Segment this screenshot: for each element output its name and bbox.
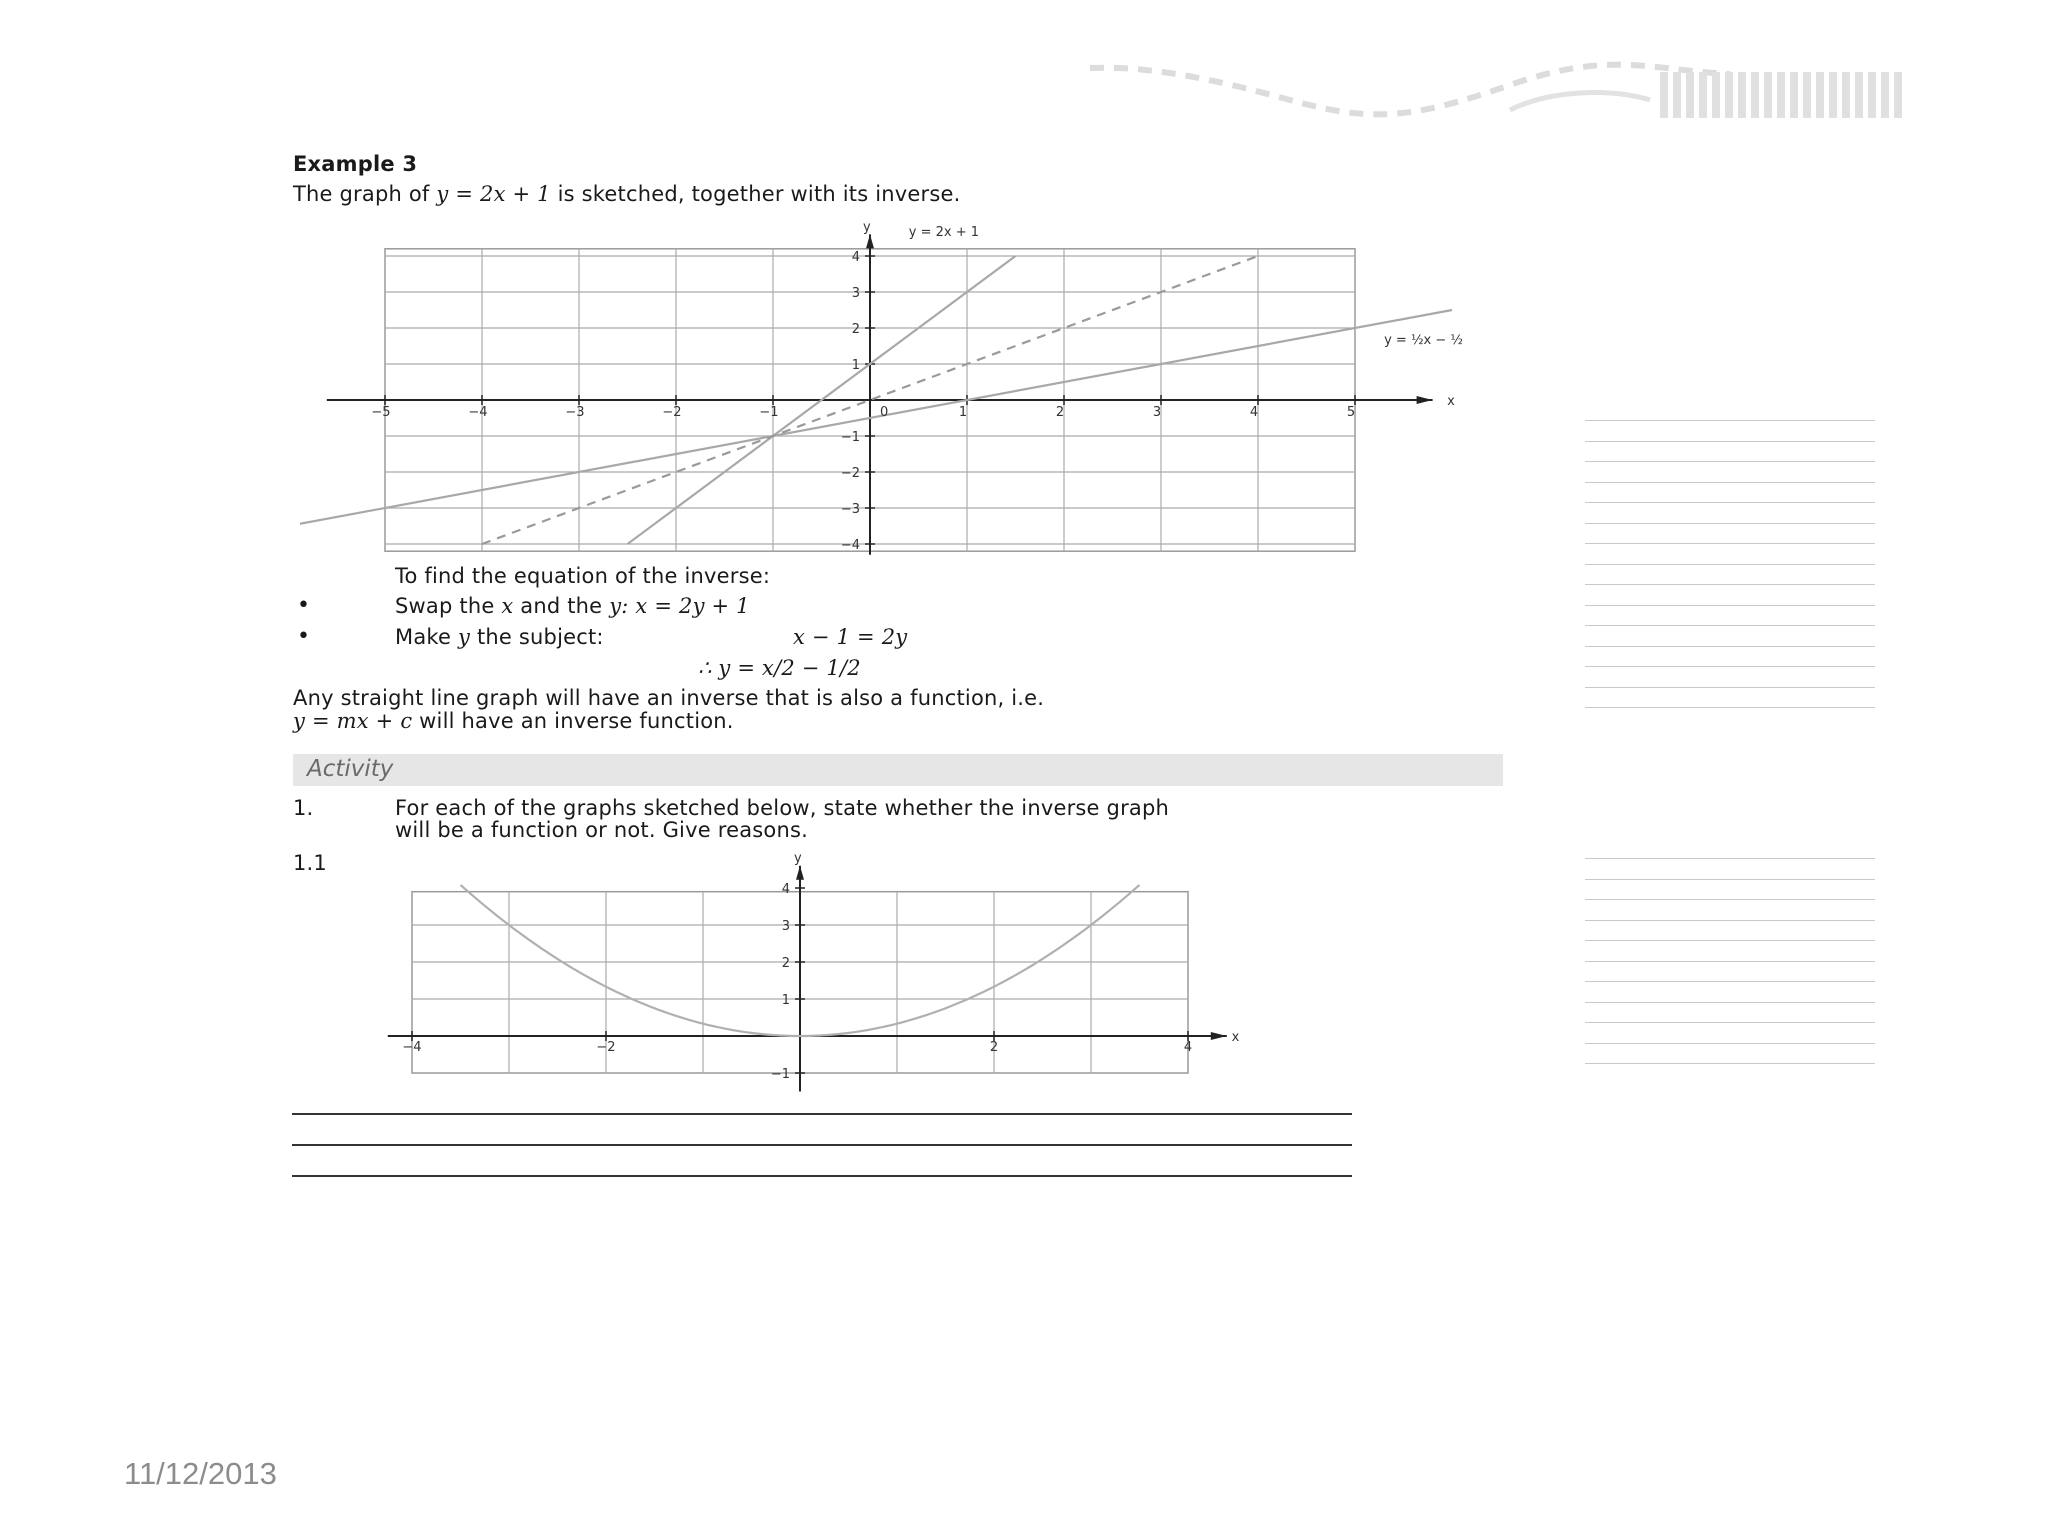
step-1 (395, 594, 750, 618)
x-tick-label: −2 (662, 405, 682, 420)
margin-ruled-line (1585, 1043, 1875, 1044)
margin-ruled-line (1585, 543, 1875, 544)
margin-ruled-line (1585, 584, 1875, 585)
note-line-2 (293, 709, 734, 733)
margin-ruled-line (1585, 461, 1875, 462)
activity-header (293, 754, 1503, 786)
x-tick-label: 5 (1346, 405, 1356, 420)
step-1-equation: : x = 2y + 1 (621, 594, 750, 618)
bullet-1: • (297, 593, 310, 618)
margin-ruled-line (1585, 981, 1875, 982)
x-tick-label: −2 (596, 1040, 616, 1055)
bullet-2: • (297, 624, 310, 649)
header-decoration (1090, 60, 1920, 130)
margin-ruled-line (1585, 482, 1875, 483)
y-tick-label: −2 (840, 466, 860, 481)
answer-line (292, 1175, 1352, 1177)
line-label-y-2x-1: y = 2x + 1 (908, 225, 980, 241)
step-2-y: y (458, 625, 471, 649)
x-tick-label: 4 (1183, 1040, 1193, 1055)
activity-label: Activity (307, 756, 394, 782)
y-tick-label: −1 (840, 430, 860, 445)
margin-ruled-line (1585, 879, 1875, 880)
margin-ruled-line (1585, 420, 1875, 421)
step-1-y: y (609, 594, 622, 618)
example-intro (293, 182, 961, 206)
x-axis-arrow (1211, 1032, 1227, 1040)
margin-ruled-line (1585, 564, 1875, 565)
note-line-1: Any straight line graph will have an inverse that is also a function, i.e. (293, 686, 1045, 710)
example-title: Example 3 (293, 152, 418, 176)
steps-heading: To find the equation of the inverse: (395, 564, 771, 588)
y-tick-label: −1 (770, 1067, 790, 1082)
step-2 (395, 625, 604, 649)
step-2-prefix: Make (395, 625, 458, 649)
y-tick-label: 4 (781, 882, 790, 897)
margin-ruled-line (1585, 1022, 1875, 1023)
question-1-line-2: will be a function or not. Give reasons. (395, 818, 808, 842)
margin-ruled-line (1585, 920, 1875, 921)
x-tick-label: 3 (1152, 405, 1162, 420)
x-tick-label: −1 (759, 405, 779, 420)
example-intro-suffix: is sketched, together with its inverse. (550, 182, 961, 206)
margin-ruled-line (1585, 899, 1875, 900)
question-1-line-1: For each of the graphs sketched below, state whether the inverse graph (395, 796, 1170, 820)
chart-line-and-inverse (300, 210, 1480, 560)
step-3-equation: ∴ y = x/2 − 1/2 (698, 656, 861, 680)
margin-ruled-line (1585, 1002, 1875, 1003)
example-intro-prefix: The graph of (293, 182, 437, 206)
x-tick-label: 1 (958, 405, 968, 420)
step-1-prefix: Swap the (395, 594, 502, 618)
y-tick-label: 3 (781, 919, 790, 934)
margin-ruled-line (1585, 940, 1875, 941)
x-tick-label: −5 (371, 405, 391, 420)
y-tick-label: 3 (851, 286, 860, 301)
y-tick-label: 4 (851, 250, 860, 265)
x-tick-label: −4 (402, 1040, 422, 1055)
step-1-x: x (501, 594, 514, 618)
margin-ruled-line (1585, 858, 1875, 859)
y-tick-label: −4 (840, 538, 860, 553)
y-tick-label: 1 (781, 993, 790, 1008)
y-axis-label: y (794, 851, 802, 867)
x-tick-label: −3 (565, 405, 585, 420)
question-1-1-number: 1.1 (293, 851, 327, 875)
margin-ruled-line (1585, 666, 1875, 667)
answer-line (292, 1113, 1352, 1115)
margin-ruled-line (1585, 707, 1875, 708)
x-axis-arrow (1417, 396, 1433, 404)
y-axis-arrow (866, 234, 874, 248)
x-tick-label: 2 (989, 1040, 999, 1055)
slide-date: 11/12/2013 (124, 1456, 277, 1491)
y-tick-label: 1 (851, 358, 860, 373)
margin-ruled-line (1585, 1063, 1875, 1064)
margin-ruled-line (1585, 502, 1875, 503)
y-tick-label: −3 (840, 502, 860, 517)
step-2-equation: x − 1 = 2y (793, 625, 908, 649)
note-line-2-suffix: will have an inverse function. (412, 709, 734, 733)
x-tick-label: 2 (1055, 405, 1065, 420)
margin-ruled-line (1585, 441, 1875, 442)
origin-label: 0 (880, 405, 889, 420)
question-1-number: 1. (293, 796, 314, 820)
x-axis-label: x (1231, 1030, 1240, 1045)
x-axis-label: x (1447, 394, 1455, 409)
margin-ruled-line (1585, 523, 1875, 524)
margin-ruled-line (1585, 605, 1875, 606)
x-tick-label: −4 (468, 405, 488, 420)
x-tick-label: 4 (1249, 405, 1259, 420)
step-2-suffix: the subject: (470, 625, 604, 649)
margin-ruled-line (1585, 625, 1875, 626)
line-label-inverse: y = ½x − ½ (1384, 333, 1464, 349)
chart-parabola (380, 848, 1240, 1098)
y-tick-label: 2 (781, 956, 790, 971)
step-1-mid: and the (513, 594, 610, 618)
y-tick-label: 2 (851, 322, 860, 337)
example-intro-equation: y = 2x + 1 (436, 182, 551, 206)
answer-line (292, 1144, 1352, 1146)
note-equation: y = mx + c (293, 709, 413, 733)
margin-ruled-line (1585, 646, 1875, 647)
y-axis-label: y (863, 219, 871, 235)
margin-ruled-line (1585, 687, 1875, 688)
y-axis-arrow (796, 866, 804, 880)
margin-ruled-line (1585, 961, 1875, 962)
